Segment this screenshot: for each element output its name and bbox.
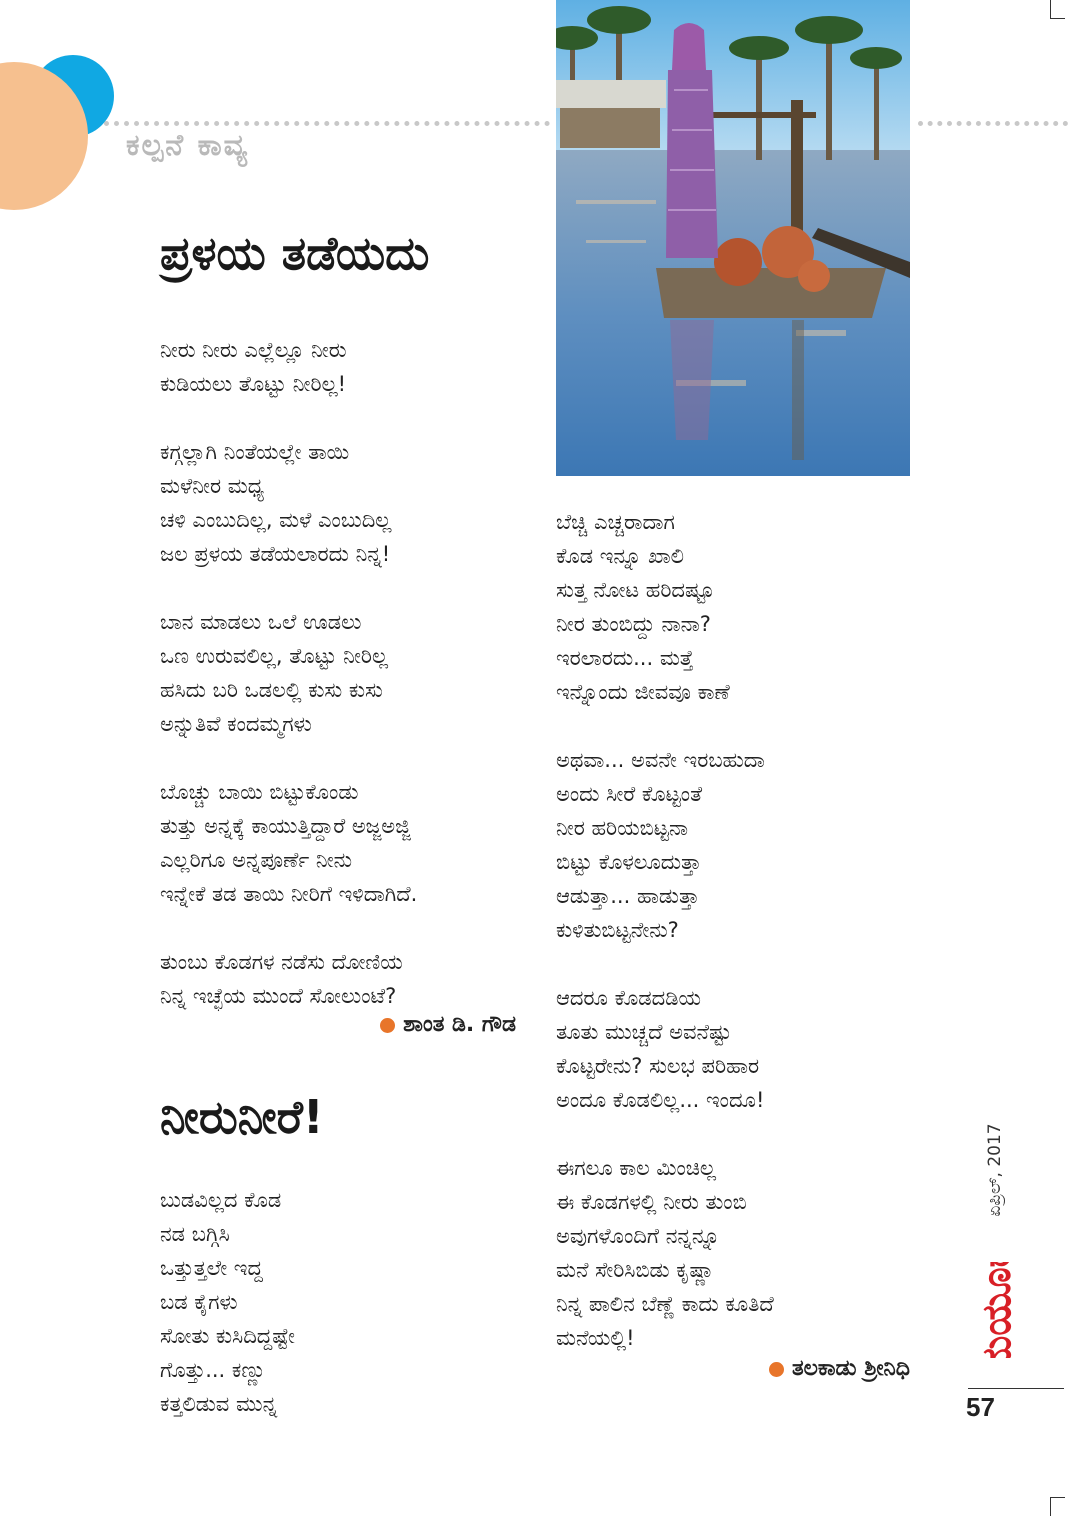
poem-line: ಮನೆ ಸೇರಿಸಿಬಿಡು ಕೃಷ್ಣಾ (556, 1258, 715, 1282)
poem-line: ನಡ ಬಗ್ಗಿಸಿ (160, 1222, 230, 1246)
poem1-author-name: ಶಾಂತ ಡಿ. ಗೌಡ (403, 1012, 516, 1037)
poem-line: ಬಾನ ಮಾಡಲು ಒಲೆ ಊಡಲು (160, 610, 362, 634)
poem-line: ನೀರ ತುಂಬಿದ್ದು ನಾನಾ? (556, 612, 711, 636)
poem-line: ಕೊಟ್ಟರೇನು? ಸುಲಭ ಪರಿಹಾರ (556, 1054, 760, 1078)
bullet-dot-icon (769, 1362, 784, 1377)
poem2-stanza (556, 505, 916, 709)
poem-line: ಆದರೂ ಕೊಡದಡಿಯ (556, 986, 701, 1010)
poem-line: ಈಗಲೂ ಕಾಲ ಮಿಂಚಿಲ್ಲ (556, 1156, 717, 1180)
poem-line: ತೂತು ಮುಚ್ಚದೆ ಅವನೆಷ್ಟು (556, 1020, 732, 1044)
poem-line: ಬಿಟ್ಟು ಕೊಳಲೂದುತ್ತಾ (556, 850, 702, 874)
poem1-stanza (160, 333, 540, 401)
page-number-rule (968, 1388, 1064, 1389)
poem2-column-1 (160, 1183, 540, 1421)
poem-line: ನಿನ್ನ ಪಾಲಿನ ಬೆಣ್ಣೆ ಕಾದು ಕೂತಿದೆ (556, 1292, 774, 1316)
poem1-stanza (160, 775, 540, 911)
poem-line: ಕಗ್ಗಲ್ಲಾಗಿ ನಿಂತೆಯಲ್ಲೇ ತಾಯಿ (160, 440, 350, 464)
poem-line: ಅಂದೂ ಕೊಡಲಿಲ್ಲ... ಇಂದೂ! (556, 1088, 765, 1112)
poem2-stanza (556, 743, 916, 947)
poem-line: ಬಡ ಕೈಗಳು (160, 1290, 238, 1314)
poem-line: ತುತ್ತು ಅನ್ನಕ್ಕೆ ಕಾಯುತ್ತಿದ್ದಾರೆ ಅಜ್ಜಅಜ್ಜಿ (160, 814, 411, 838)
poem-line: ನಿನ್ನ ಇಚ್ಛೆಯ ಮುಂದೆ ಸೋಲುಂಟೆ? (160, 984, 397, 1008)
poem1-stanza (160, 945, 540, 1013)
poem-line: ಬೆಚ್ಚಿ ಎಚ್ಚರಾದಾಗ (556, 510, 675, 534)
poem2-author (769, 1356, 910, 1381)
poem1-title: ಪ್ರಳಯ ತಡೆಯದು (160, 226, 430, 280)
dotted-divider-left (104, 121, 550, 126)
poem1-body (160, 333, 540, 1047)
poem-line: ಗೊತ್ತು... ಕಣ್ಣು (160, 1358, 266, 1382)
magazine-name: ಮಯೂರ (974, 1262, 1020, 1358)
poem-line: ಒತ್ತುತ್ತಲೇ ಇದ್ದ (160, 1256, 263, 1280)
poem-line: ನೀರ ಹರಿಯಬಿಟ್ಟನಾ (556, 816, 689, 840)
bullet-dot-icon (380, 1018, 395, 1033)
poem-line: ಬುಡವಿಲ್ಲದ ಕೊಡ (160, 1188, 282, 1212)
poem2-column-2 (556, 505, 916, 1389)
section-label: ಕಲ್ಪನೆ ಕಾವ್ಯ (126, 128, 250, 163)
poem-line: ಅನ್ನುತಿವೆ ಕಂದಮ್ಮಗಳು (160, 712, 312, 736)
poem-line: ಸೋತು ಕುಸಿದಿದ್ದಷ್ಟೇ (160, 1324, 295, 1348)
poem-line: ಕುಡಿಯಲು ತೊಟ್ಟು ನೀರಿಲ್ಲ! (160, 372, 347, 396)
poem-line: ಇನ್ನೊಂದು ಜೀವವೂ ಕಾಣೆ (556, 680, 730, 704)
poem2-title: ನೀರುನೀರೆ! (160, 1090, 324, 1144)
crop-mark-bottom (1050, 1497, 1065, 1516)
poem-line: ಬೊಚ್ಚು ಬಾಯಿ ಬಿಟ್ಟುಕೊಂಡು (160, 780, 359, 804)
poem-line: ಇನ್ನೇಕೆ ತಡ ತಾಯಿ ನೀರಿಗೆ ಇಳಿದಾಗಿದೆ. (160, 882, 418, 906)
poem2-stanza (556, 981, 916, 1117)
page-number: 57 (966, 1392, 995, 1422)
poem2-stanza (556, 1151, 916, 1355)
poem-line: ಸುತ್ತ ನೋಟ ಹರಿದಷ್ಟೂ (556, 578, 715, 602)
poem1-stanza (160, 605, 540, 741)
poem-line: ಹಸಿದು ಬರಿ ಒಡಲಲ್ಲಿ ಕುಸು ಕುಸು (160, 678, 383, 702)
dotted-divider-right (918, 121, 1068, 126)
poem-line: ಇರಲಾರದು... ಮತ್ತೆ (556, 646, 694, 670)
poem-line: ಕುಳಿತುಬಿಟ್ಟನೇನು? (556, 918, 679, 942)
photo-woman-standing-in-flood (556, 0, 910, 476)
poem-line: ನೀರು ನೀರು ಎಲ್ಲೆಲ್ಲೂ ನೀರು (160, 338, 347, 362)
poem-line: ಎಲ್ಲರಿಗೂ ಅನ್ನಪೂರ್ಣೆ ನೀನು (160, 848, 352, 872)
poem-line: ಮಳೆನೀರ ಮಧ್ಯ (160, 474, 265, 498)
poem2-author-name: ತಲಕಾಡು ಶ್ರೀನಿಧಿ (791, 1356, 910, 1381)
poem-line: ಆಡುತ್ತಾ... ಹಾಡುತ್ತಾ (556, 884, 700, 908)
poem-line: ಚಳಿ ಎಂಬುದಿಲ್ಲ, ಮಳೆ ಎಂಬುದಿಲ್ಲ (160, 508, 392, 532)
magazine-logo (952, 1262, 1042, 1358)
poem1-author (380, 1012, 516, 1037)
poem-line: ಅವುಗಳೊಂದಿಗೆ ನನ್ನನ್ನೂ (556, 1224, 720, 1248)
issue-date: ಏಪ್ರಿಲ್, 2017 (985, 1123, 1005, 1217)
poem-line: ಈ ಕೊಡಗಳಲ್ಲಿ ನೀರು ತುಂಬಿ (556, 1190, 747, 1214)
poem-line: ತುಂಬು ಕೊಡಗಳ ನಡೆಸು ದೋಣಿಯ (160, 950, 403, 974)
crop-mark-top (1050, 0, 1065, 19)
poem-line: ಅಥವಾ... ಅವನೇ ಇರಬಹುದಾ (556, 748, 765, 772)
poem-line: ಮನೆಯಲ್ಲಿ! (556, 1326, 635, 1350)
poem-line: ಒಣ ಉರುವಲಿಲ್ಲ, ತೊಟ್ಟು ನೀರಿಲ್ಲ (160, 644, 389, 668)
poem1-stanza (160, 435, 540, 571)
poem-line: ಅಂದು ಸೀರೆ ಕೊಟ್ಟಂತೆ (556, 782, 703, 806)
poem-line: ಜಲ ಪ್ರಳಯ ತಡೆಯಲಾರದು ನಿನ್ನ! (160, 542, 391, 566)
poem-line: ಕೊಡ ಇನ್ನೂ ಖಾಲಿ (556, 544, 685, 568)
poem-line: ಕತ್ತಲಿಡುವ ಮುನ್ನ (160, 1392, 278, 1416)
